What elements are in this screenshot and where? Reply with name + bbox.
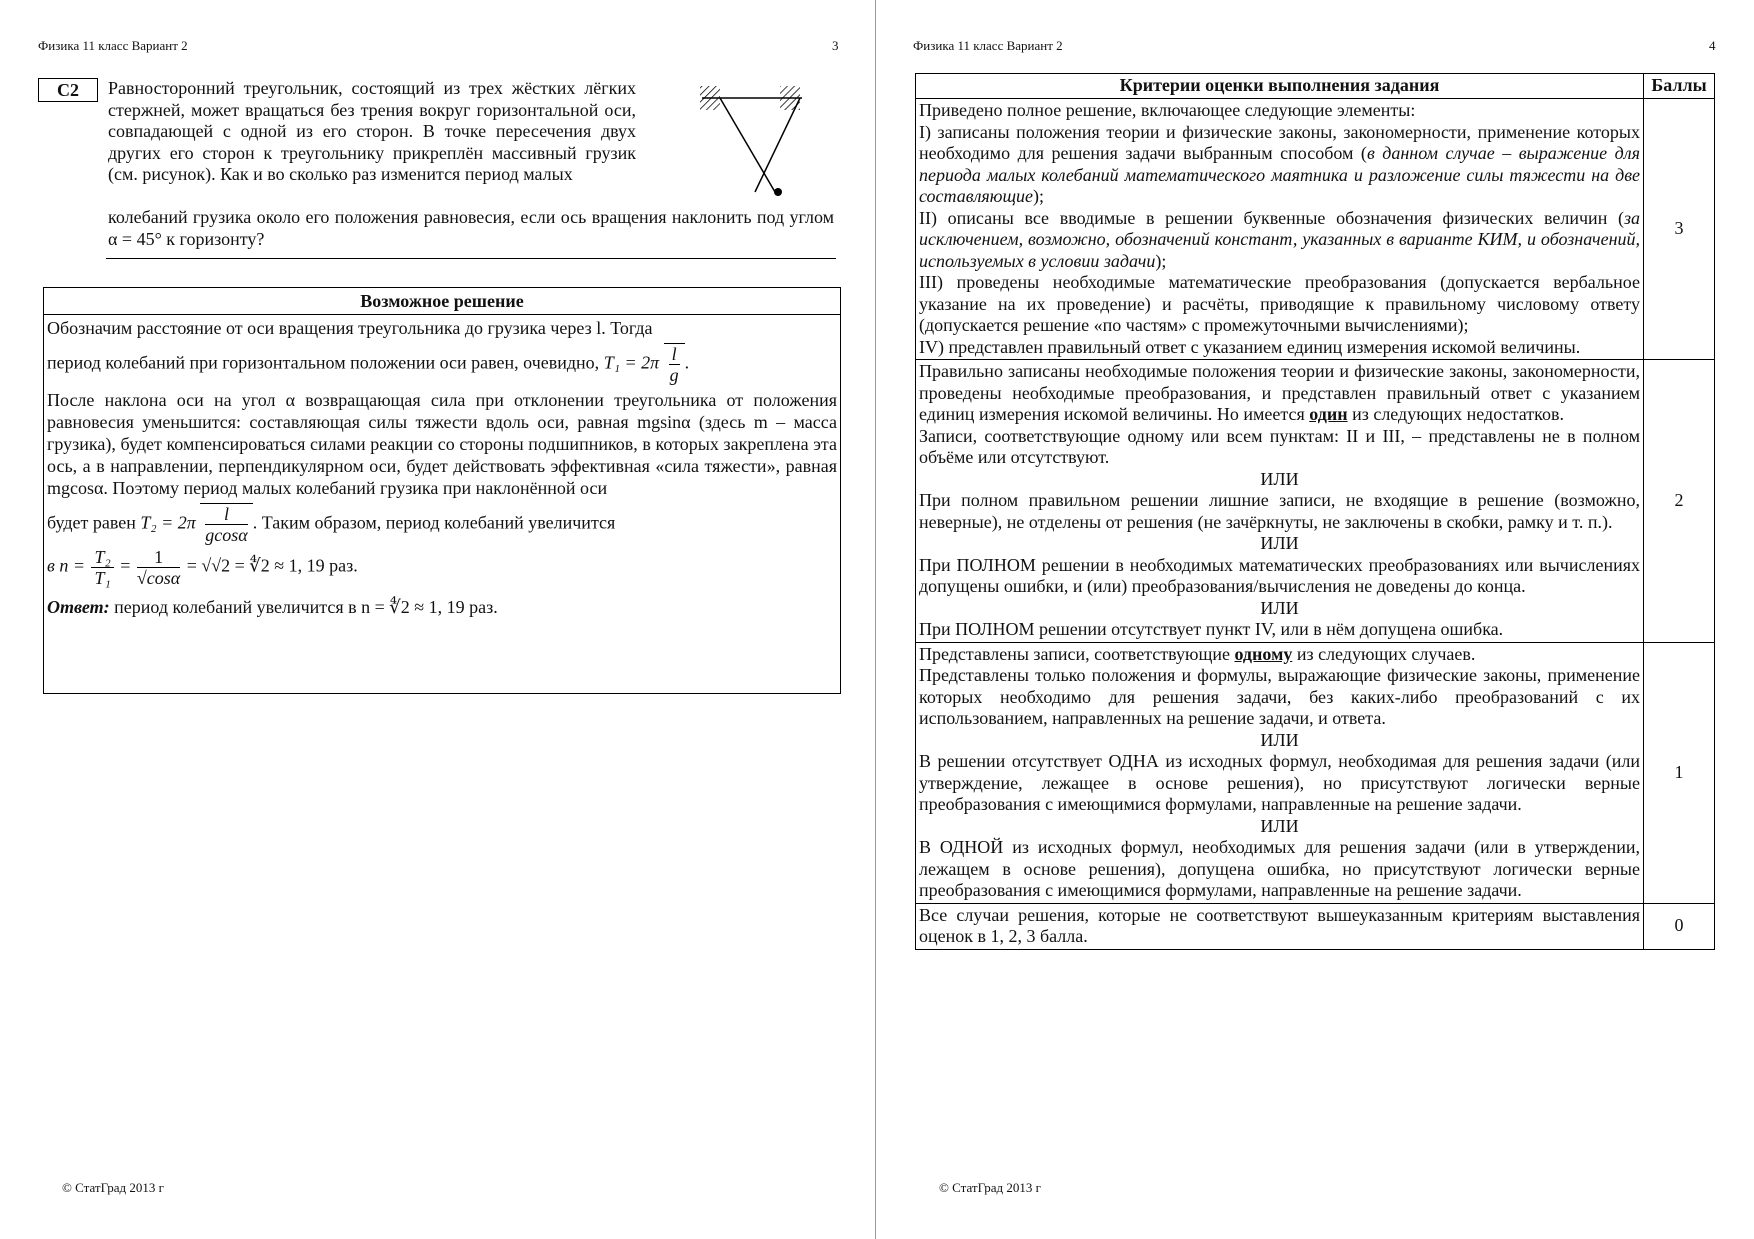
page-number: 4 [1709,38,1716,53]
formula-result: = √√2 = ∜2 ≈ 1, 19 раз. [186,555,358,576]
formula-t2-sqrt [200,503,252,545]
solution-paragraph-2: После наклона оси на угол α возвращающая сила при отклонении треугольника от положения равновесия уменьшится: составляющая силы тяжести вдоль оси, равная mgsinα (здесь m – масса грузика), будет компенсироваться силами реакции со стороны подшипников, в которых закреплена эта ось, а в направлении, перпендикулярном оси, будет действовать эффективная «сила тяжести», равная mgcosα. Поэтому период малых колебаний грузика при наклонённой оси [47,390,837,498]
solution-paragraph-4: в n = $\frac{\text{T₂}}{\text{T₁}}$ = $\frac{1}{√\cos\alpha}$ = √√2 = ∜2 ≈ 1, 19 раз. [47,547,358,588]
criteria-item: Представлены только положения и формулы, выражающие физические законы, применение которых необходимо для решения задачи, без каких-либо преобразований с их использованием, направленных на решение задачи, и ответа. [919,665,1640,728]
page-header [38,38,188,54]
or-separator: ИЛИ [1260,468,1299,489]
formula-ratio-num: T₂ [91,547,113,568]
task-text-part1: Равносторонний треугольник, состоящий из трех жёстких лёгких стержней, может вращаться без трения вокруг горизонтальной оси, совпадающей с одной из его сторон. В точке пересечения двух других его сторон к треугольнику прикреплён массивный грузик (см. рисунок). Как и во сколько раз изменится период малых [108,78,636,184]
task-number: C2 [38,78,98,102]
points-cell: 3 [1644,99,1715,360]
criteria-item: Записи, соответствующие одному или всем пунктам: II и III, – представлены не в полном объёме или отсутствуют. [919,425,1640,467]
points-cell: 1 [1644,642,1715,903]
criteria-text: II) описаны все вводимые в решении буквенные обозначения физических величин ( [919,207,1624,228]
criteria-text: ); [1155,250,1167,271]
emphasis-text: один [1309,404,1348,424]
left-rod [720,98,775,192]
formula-t1-num: l [669,344,680,365]
formula-cos [137,547,180,588]
answer-label: Ответ: [47,597,110,617]
table-header-row [916,74,1715,99]
weight-bob [774,188,782,196]
table-row [916,642,1715,903]
solution-text: . Таким образом, период колебаний увеличится [252,512,616,533]
page-number: 3 [832,38,839,53]
solution-body [44,315,840,620]
criteria-item: III) проведены необходимые математические преобразования (допускается вербальное указание на их проведение) и расчёты, приводящие к правильному числовому ответу (допускается решение «по частям» с промежуточными вычислениями); [919,272,1640,335]
criteria-text: из следующих недостатков. [1352,404,1564,424]
solution-box [43,287,841,694]
page-footer: © СтатГрад 2013 г [939,1180,1041,1195]
answer-text: период колебаний увеличится в n = ∜2 ≈ 1, 19 раз. [114,597,498,617]
formula-ratio-den: T₁ [94,568,111,588]
or-separator: ИЛИ [1260,533,1299,553]
criteria-cell: Все случаи решения, которые не соответствуют вышеуказанным критериям выставления оценок в 1, 2, 3 балла. [916,903,1644,949]
criteria-text: из следующих случаев. [1296,643,1476,664]
criteria-note: за исключением, возможно, обозначений констант, указанных в варианте КИМ, и обозначений, используемых в условии задачи [919,207,1640,271]
points-cell: 0 [1644,903,1715,949]
formula-cos-num: 1 [137,547,180,568]
criteria-item: В решении отсутствует ОДНА из исходных формул, необходимая для решения задачи (или утверждение, лежащее в основе решения), но присутствуют логически верные преобразования с имеющимися формулами, направленные на решение задачи. [919,751,1640,814]
table-row [916,99,1715,360]
criteria-text: Представлены записи, соответствующие [919,643,1230,664]
task-text-part2: колебаний грузика около его положения равновесия, если ось вращения наклонить под углом α = 45° к горизонту? [108,207,834,249]
emphasis-text: одному [1234,643,1293,664]
criteria-item: При ПОЛНОМ решении отсутствует пункт IV, или в нём допущена ошибка. [919,619,1504,639]
points-column-header: Баллы [1644,74,1715,99]
formula-t1-sqrt [664,343,685,385]
criteria-text: Приведено полное решение, включающее следующие элементы: [919,100,1416,120]
solution-answer [47,596,837,618]
left-page [0,0,876,1239]
or-separator: ИЛИ [1260,815,1299,836]
solution-text: будет равен [47,512,136,533]
points-cell: 2 [1644,360,1715,643]
criteria-item [919,122,1640,208]
criteria-item [919,361,1640,426]
criteria-item: При полном правильном решении лишние записи, не входящие в решение (возможно, неверные), не отделены от решения (не зачёркнуты, не заключены в скобки, рамку и т. п.). [919,490,1640,532]
formula-ratio [91,547,113,588]
criteria-column-header: Критерии оценки выполнения задания [916,74,1644,99]
criteria-text: ); [1033,186,1045,206]
formula-cos-den: √cosα [136,568,181,588]
formula-t1-den: g [669,365,679,385]
criteria-cell [916,360,1644,643]
table-row [916,903,1715,949]
criteria-cell [916,642,1644,903]
formula-t2-num: l [205,504,247,525]
triangle-figure [660,78,820,198]
criteria-item: При ПОЛНОМ решении в необходимых математических преобразованиях или вычислениях допущены ошибки, и (или) преобразования/вычисления не доведены до конца. [919,554,1640,596]
criteria-item [919,208,1640,273]
or-separator: ИЛИ [1260,597,1299,618]
page-footer: © СтатГрад 2013 г [62,1180,164,1195]
criteria-item [919,644,1640,666]
criteria-text: I) записаны положения теории и физические законы, закономерности, применение которых необходимо для решения задачи выбранным способом ( [919,121,1640,163]
solution-paragraph-3 [47,503,837,545]
criteria-text: Правильно записаны необходимые положения теории и физические законы, закономерности, проведены необходимые преобразования, и представлен правильный ответ с указанием единиц измерения искомой величины. Но имеется [919,361,1640,424]
task-divider [106,258,836,259]
criteria-item: IV) представлен правильный ответ с указанием единиц измерения искомой величины. [919,336,1581,357]
header-text: Физика 11 класс Вариант 2 [38,38,188,53]
or-separator: ИЛИ [1260,729,1299,750]
right-rod [755,98,800,192]
solution-paragraph-1b: период колебаний при горизонтальном положении оси равен, очевидно, T₁ = 2π $\frac{l}{g}$ . [47,344,690,385]
solution-text: период колебаний при горизонтальном положении оси равен, очевидно, [47,352,600,373]
criteria-cell [916,99,1644,360]
criteria-item: В ОДНОЙ из исходных формул, необходимых для решения задачи (или в утверждении, лежащем в основе решения), допущена ошибка, но присутствуют логически верные преобразования с имеющимися формулами, направленные на решение задачи. [919,837,1640,900]
formula-n: в n = [47,555,85,576]
formula-t2: T₂ = 2π [140,512,196,533]
formula-t2-den: gcosα [205,525,248,545]
page-header: Физика 11 класс Вариант 2 [913,38,1063,53]
solution-paragraph-1: Обозначим расстояние от оси вращения треугольника до грузика через l. Тогда [47,318,653,338]
solution-title: Возможное решение [44,288,840,315]
formula-t1: T₁ = 2π [603,352,660,373]
criteria-note: в данном случае – выражение для периода малых колебаний математического маятника и разложение силы тяжести на две составляющие [919,143,1640,206]
criteria-table [915,73,1715,950]
table-row [916,360,1715,643]
